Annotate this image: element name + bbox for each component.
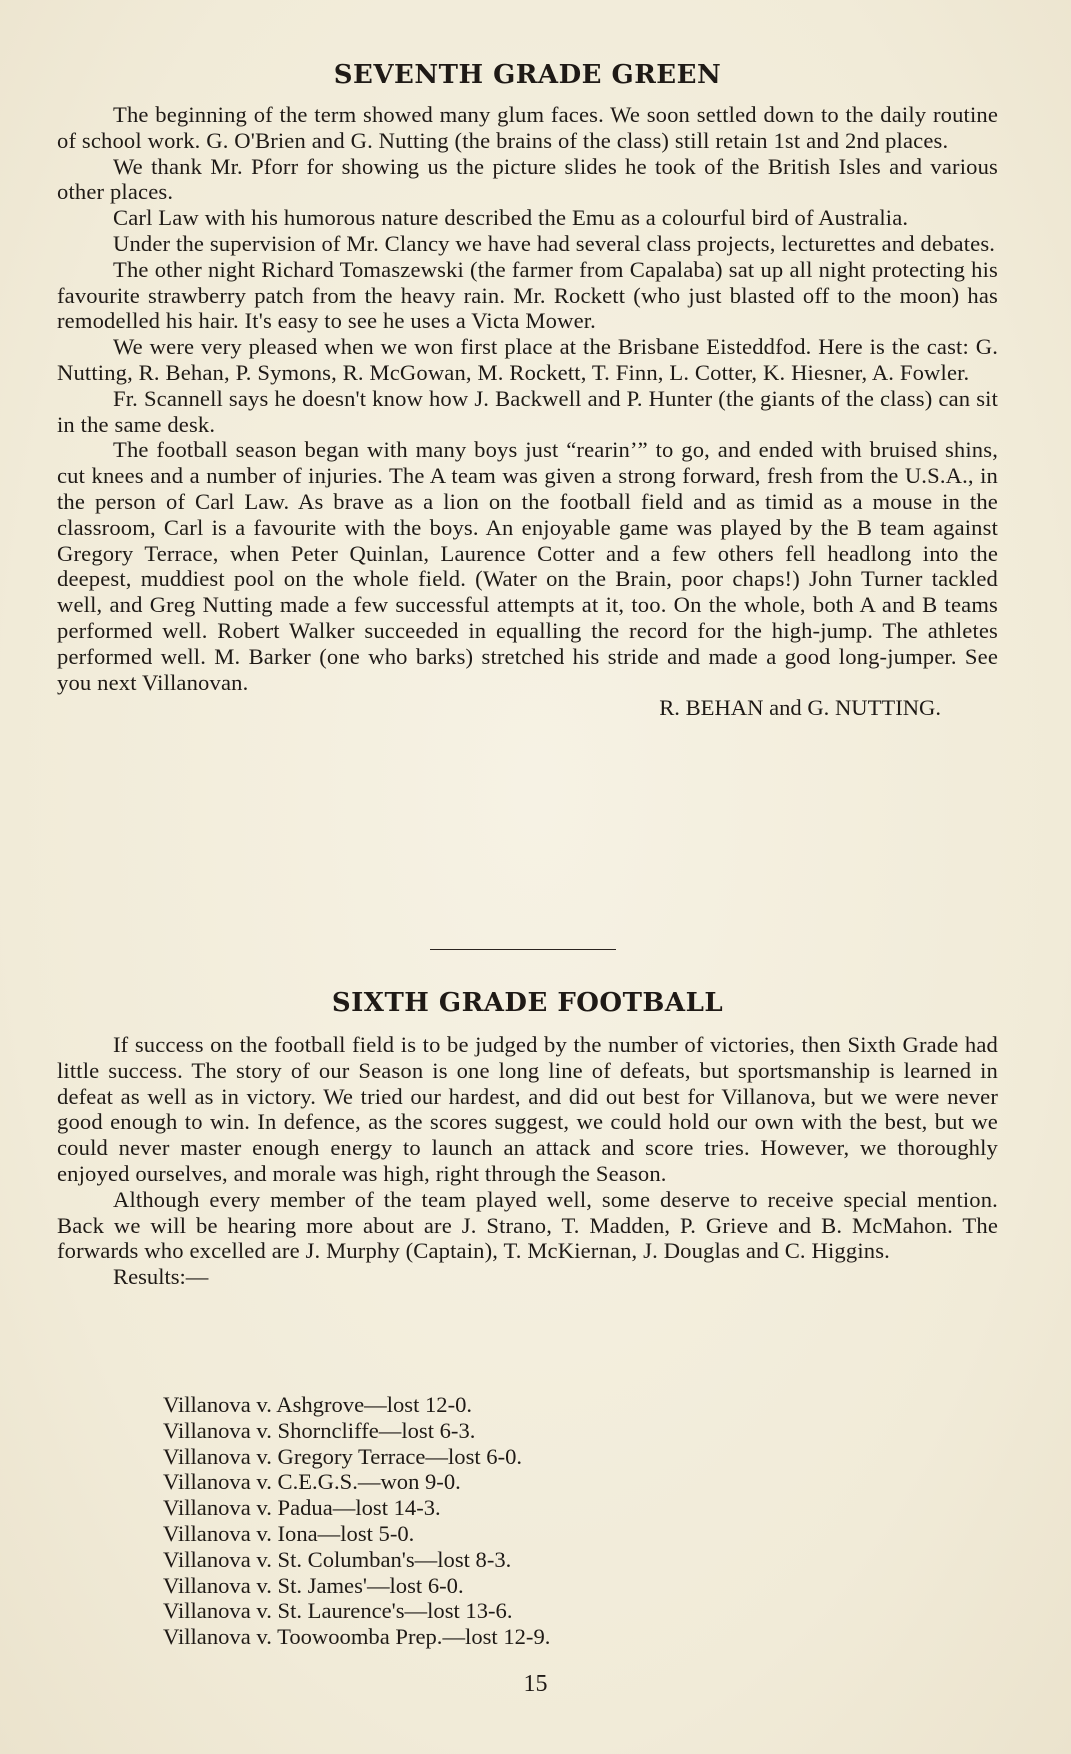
result-item: Villanova v. St. James'—lost 6-0. (163, 1572, 464, 1598)
paragraph: We thank Mr. Pforr for showing us the picture slides he took of the British Isles and various other places. (57, 153, 998, 205)
result-item: Villanova v. Iona—lost 5-0. (163, 1520, 415, 1546)
paragraph: Carl Law with his humorous nature described the Emu as a colourful bird of Australia. (113, 205, 909, 231)
sixth-grade-section (57, 988, 998, 1290)
result-item: Villanova v. St. Laurence's—lost 13-6. (163, 1598, 513, 1624)
result-item: Villanova v. Gregory Terrace—lost 6-0. (163, 1443, 523, 1469)
results-list (163, 1392, 550, 1650)
result-item: Villanova v. St. Columban's—lost 8-3. (163, 1546, 512, 1572)
result-item: Villanova v. C.E.G.S.—won 9-0. (163, 1469, 461, 1495)
section-heading-sixth-grade: SIXTH GRADE FOOTBALL (331, 988, 724, 1018)
section-divider (430, 949, 616, 950)
results-label: Results:— (113, 1264, 209, 1290)
seventh-grade-section (57, 60, 998, 721)
result-item: Villanova v. Ashgrove—lost 12-0. (163, 1392, 473, 1417)
paragraph: Under the supervision of Mr. Clancy we have had several class projects, lecturettes and debates. (113, 230, 996, 256)
paragraph: The beginning of the term showed many glum faces. We soon settled down to the daily routine of school work. G. O'Brien and G. Nutting (the brains of the class) still retain 1st and 2nd places. (57, 102, 998, 153)
paragraph: Although every member of the team played well, some deserve to receive special mention. Back we will be hearing more about are J. Strano, T. Madden, P. Grieve and B. McMahon. The forwards who excelled are J. Murphy (Captain), T. McKiernan, J. Douglas and C. Higgins. (57, 1186, 998, 1264)
result-item: Villanova v. Shorncliffe—lost 6-3. (163, 1417, 476, 1443)
paragraph: If success on the football field is to be judged by the number of victories, then Sixth Grade had little success. The story of our Season is one long line of defeats, but sportsmanship is learned in defeat as well as in victory. We tried our hardest, and did out best for Villanova, but we were never good enough to win. In defence, as the scores suggest, we could hold our own with the best, but we could never master enough energy to launch an attack and score tries. However, we thoroughly enjoyed ourselves, and morale was high, right through the Season. (57, 1032, 998, 1186)
paragraph: We were very pleased when we won first place at the Brisbane Eisteddfod. Here is the cast: G. Nutting, R. Behan, P. Symons, R. McGowan, M. Rockett, T. Finn, L. Cotter, K. Hiesner, A. Fowler. (57, 334, 998, 385)
result-item: Villanova v. Padua—lost 14-3. (163, 1495, 441, 1521)
section-heading-seventh-grade: SEVENTH GRADE GREEN (333, 60, 722, 90)
author-signature: R. BEHAN and G. NUTTING. (659, 695, 941, 721)
paragraph: The football season began with many boys just “rearin’” to go, and ended with bruised shins, cut knees and a number of injuries. The A team was given a strong forward, fresh from the U.S.A., in the person of Carl Law. As brave as a lion on the football field and as timid as a mouse in the classroom, Carl is a favourite with the boys. An enjoyable game was played by the B team against Gregory Terrace, when Peter Quinlan, Laurence Cotter and a few others fell headlong into the deepest, muddiest pool on the whole field. (Water on the Brain, poor chaps!) John Turner tackled well, and Greg Nutting made a few successful attempts at it, too. On the whole, both A and B teams performed well. Robert Walker succeeded in equalling the record for the high-jump. The athletes performed well. M. Barker (one who barks) stretched his stride and made a good long-jumper. See you next Villanovan. (57, 437, 998, 695)
page-number: 15 (523, 1671, 548, 1697)
paragraph: Fr. Scannell says he doesn't know how J. Backwell and P. Hunter (the giants of the class) can sit in the same desk. (57, 385, 998, 437)
result-item: Villanova v. Toowoomba Prep.—lost 12-9. (163, 1624, 551, 1650)
paragraph: The other night Richard Tomaszewski (the farmer from Capalaba) sat up all night protecting his favourite strawberry patch from the heavy rain. Mr. Rockett (who just blasted off to the moon) has remodelled his hair. It's easy to see he uses a Victa Mower. (57, 256, 998, 334)
